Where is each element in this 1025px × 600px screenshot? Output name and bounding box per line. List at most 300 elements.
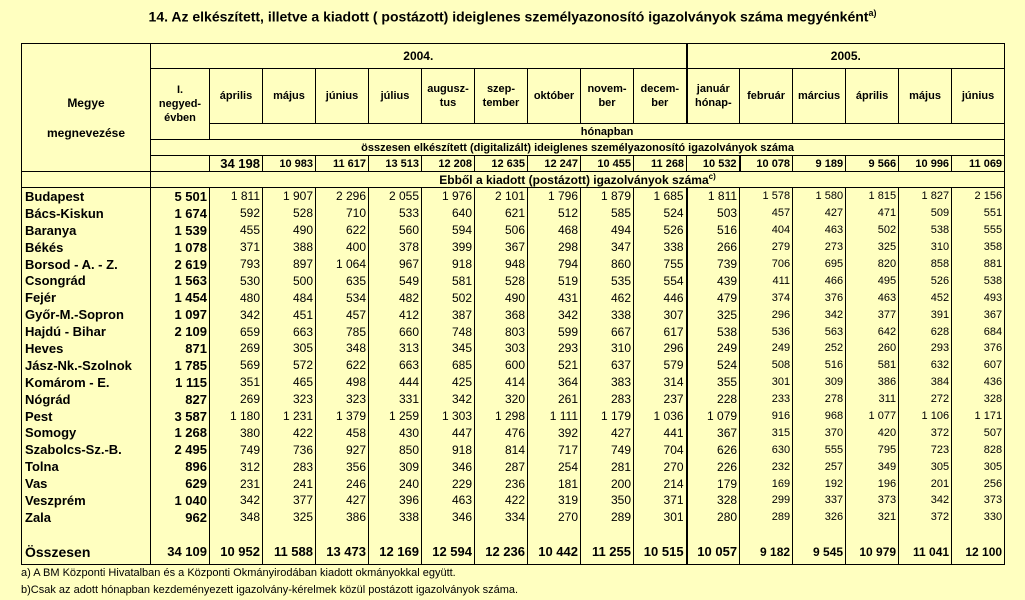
month-label: június (325, 90, 359, 102)
spacer-cell (793, 526, 846, 540)
cell-value: 181 (528, 475, 581, 492)
month-header (369, 69, 422, 124)
cell-value: 628 (899, 323, 952, 340)
cell-value: 342 (793, 306, 846, 323)
cell-value: 326 (793, 509, 846, 526)
cell-value: 663 (369, 357, 422, 374)
cell-value: 500 (263, 272, 316, 289)
cell-value: 447 (422, 424, 475, 441)
cell-value: 592 (210, 205, 263, 222)
cell-value: 371 (210, 239, 263, 256)
cell-value: 1 796 (528, 188, 581, 205)
month-header (475, 69, 528, 124)
month-label: ber (651, 97, 669, 109)
month-label: decem- (640, 83, 680, 95)
cell-value: 312 (210, 458, 263, 475)
cell-value: 325 (846, 239, 899, 256)
cell-value: 793 (210, 256, 263, 273)
cell-value: 640 (422, 205, 475, 222)
cell-value: 660 (369, 323, 422, 340)
total-made-value: 9 566 (846, 156, 899, 172)
cell-value: 916 (740, 408, 793, 425)
total-made-value: 10 455 (581, 156, 634, 172)
cell-value: 663 (263, 323, 316, 340)
cell-value: 458 (316, 424, 369, 441)
cell-value: 1 976 (422, 188, 475, 205)
sum-value: 12 169 (369, 540, 422, 565)
cell-value: 270 (528, 509, 581, 526)
cell-value: 526 (899, 272, 952, 289)
honapban-header: hónapban (210, 124, 1005, 140)
cell-value: 430 (369, 424, 422, 441)
county-name: Borsod - A. - Z. (22, 256, 151, 273)
cell-value: 323 (263, 391, 316, 408)
cell-value: 299 (740, 492, 793, 509)
county-name: Zala (22, 509, 151, 526)
month-label: február (747, 90, 786, 102)
q1-header (151, 69, 210, 140)
cell-value: 321 (846, 509, 899, 526)
cell-value: 871 (151, 340, 210, 357)
county-name: Fejér (22, 289, 151, 306)
cell-value: 1 078 (151, 239, 210, 256)
cell-value: 555 (793, 441, 846, 458)
cell-value: 313 (369, 340, 422, 357)
cell-value: 579 (634, 357, 687, 374)
cell-value: 695 (793, 256, 846, 273)
spacer-cell (422, 526, 475, 540)
cell-value: 479 (687, 289, 740, 306)
cell-value: 386 (846, 374, 899, 391)
cell-value: 414 (475, 374, 528, 391)
cell-value: 569 (210, 357, 263, 374)
cell-value: 347 (581, 239, 634, 256)
cell-value: 380 (210, 424, 263, 441)
cell-value: 356 (316, 458, 369, 475)
cell-value: 1 040 (151, 492, 210, 509)
cell-value: 351 (210, 374, 263, 391)
cell-value: 256 (952, 475, 1005, 492)
total-made-value: 10 078 (740, 156, 793, 172)
cell-value: 1 064 (316, 256, 369, 273)
cell-value: 241 (263, 475, 316, 492)
cell-value: 240 (369, 475, 422, 492)
month-label: október (533, 90, 575, 102)
cell-value: 629 (151, 475, 210, 492)
cell-value: 192 (793, 475, 846, 492)
month-label: tember (482, 97, 520, 109)
cell-value: 350 (581, 492, 634, 509)
cell-value: 364 (528, 374, 581, 391)
cell-value: 422 (475, 492, 528, 509)
cell-value: 502 (846, 222, 899, 239)
cell-value: 377 (263, 492, 316, 509)
cell-value: 528 (475, 272, 528, 289)
cell-value: 820 (846, 256, 899, 273)
spacer-cell (899, 526, 952, 540)
cell-value: 1 815 (846, 188, 899, 205)
cell-value: 355 (687, 374, 740, 391)
cell-value: 310 (899, 239, 952, 256)
cell-value: 305 (263, 340, 316, 357)
cell-value: 463 (422, 492, 475, 509)
spacer-cell (952, 526, 1005, 540)
cell-value: 283 (263, 458, 316, 475)
cell-value: 667 (581, 323, 634, 340)
cell-value: 503 (687, 205, 740, 222)
cell-value: 346 (422, 458, 475, 475)
cell-value: 281 (581, 458, 634, 475)
cell-value: 524 (687, 357, 740, 374)
cell-value: 710 (316, 205, 369, 222)
cell-value: 446 (634, 289, 687, 306)
cell-value: 502 (422, 289, 475, 306)
cell-value: 439 (687, 272, 740, 289)
q1-label: évben (164, 112, 196, 124)
table-row (22, 458, 1005, 475)
cell-value: 512 (528, 205, 581, 222)
cell-value: 659 (210, 323, 263, 340)
month-label: augusz- (427, 83, 469, 95)
spacer-row (22, 526, 1005, 540)
cell-value: 563 (793, 323, 846, 340)
cell-value: 346 (422, 509, 475, 526)
month-label: március (797, 90, 841, 102)
cell-value: 896 (151, 458, 210, 475)
cell-value: 506 (475, 222, 528, 239)
cell-value: 252 (793, 340, 846, 357)
county-name: Veszprém (22, 492, 151, 509)
cell-value: 330 (952, 509, 1005, 526)
cell-value: 200 (581, 475, 634, 492)
cell-value: 342 (422, 391, 475, 408)
spacer-cell (581, 526, 634, 540)
total-made-value: 13 513 (369, 156, 422, 172)
cell-value: 237 (634, 391, 687, 408)
cell-value: 534 (316, 289, 369, 306)
cell-value: 572 (263, 357, 316, 374)
cell-value: 948 (475, 256, 528, 273)
cell-value: 1 811 (210, 188, 263, 205)
sum-value: 11 588 (263, 540, 316, 565)
cell-value: 384 (899, 374, 952, 391)
cell-value: 412 (369, 306, 422, 323)
total-made-value: 11 069 (952, 156, 1005, 172)
cell-value: 325 (687, 306, 740, 323)
cell-value: 493 (952, 289, 1005, 306)
cell-value: 630 (740, 441, 793, 458)
cell-value: 516 (793, 357, 846, 374)
table-row (22, 306, 1005, 323)
cell-value: 411 (740, 272, 793, 289)
table-row (22, 391, 1005, 408)
month-label: ber (598, 97, 616, 109)
table-row (22, 289, 1005, 306)
month-header (687, 69, 740, 124)
cell-value: 328 (687, 492, 740, 509)
table-row (22, 188, 1005, 205)
month-header (952, 69, 1005, 124)
cell-value: 494 (581, 222, 634, 239)
cell-value: 376 (952, 340, 1005, 357)
cell-value: 269 (210, 391, 263, 408)
cell-value: 495 (846, 272, 899, 289)
sum-value: 10 952 (210, 540, 263, 565)
cell-value: 305 (952, 458, 1005, 475)
spacer-cell (740, 526, 793, 540)
total-made-value: 34 198 (210, 156, 263, 172)
cell-value: 617 (634, 323, 687, 340)
cell-value: 387 (422, 306, 475, 323)
cell-value: 311 (846, 391, 899, 408)
cell-value: 476 (475, 424, 528, 441)
cell-value: 632 (899, 357, 952, 374)
month-header (528, 69, 581, 124)
month-label: április (219, 90, 253, 102)
cell-value: 850 (369, 441, 422, 458)
cell-value: 685 (422, 357, 475, 374)
cell-value: 342 (210, 306, 263, 323)
month-label: szep- (486, 83, 516, 95)
cell-value: 289 (740, 509, 793, 526)
cell-value: 278 (793, 391, 846, 408)
total-made-value: 12 635 (475, 156, 528, 172)
cell-value: 436 (952, 374, 1005, 391)
cell-value: 860 (581, 256, 634, 273)
cell-value: 392 (528, 424, 581, 441)
cell-value: 599 (528, 323, 581, 340)
cell-value: 1 077 (846, 408, 899, 425)
sum-value: 12 100 (952, 540, 1005, 565)
total-made-value: 11 617 (316, 156, 369, 172)
month-label: április (855, 90, 889, 102)
cell-value: 257 (793, 458, 846, 475)
cell-value: 319 (528, 492, 581, 509)
cell-value: 388 (263, 239, 316, 256)
cell-value: 320 (475, 391, 528, 408)
cell-value: 465 (263, 374, 316, 391)
sum-value: 12 594 (422, 540, 475, 565)
table-row (22, 374, 1005, 391)
cell-value: 337 (793, 492, 846, 509)
cell-value: 749 (210, 441, 263, 458)
cell-value: 2 156 (952, 188, 1005, 205)
sum-value: 10 442 (528, 540, 581, 565)
cell-value: 457 (316, 306, 369, 323)
cell-value: 507 (952, 424, 1005, 441)
county-name: Csongrád (22, 272, 151, 289)
table-row (22, 475, 1005, 492)
cell-value: 342 (210, 492, 263, 509)
cell-value: 2 296 (316, 188, 369, 205)
cell-value: 755 (634, 256, 687, 273)
total-spacer (151, 156, 210, 172)
cell-value: 314 (634, 374, 687, 391)
cell-value: 1 231 (263, 408, 316, 425)
month-header (846, 69, 899, 124)
cell-value: 338 (369, 509, 422, 526)
month-label: hónap- (694, 97, 732, 109)
cell-value: 881 (952, 256, 1005, 273)
total-made-value: 10 996 (899, 156, 952, 172)
cell-value: 287 (475, 458, 528, 475)
cell-value: 404 (740, 222, 793, 239)
osszesen-label: összesen elkészített (digitalizált) ideiglenes személyazonosító igazolványok száma (151, 140, 1005, 156)
county-name: Tolna (22, 458, 151, 475)
cell-value: 309 (369, 458, 422, 475)
year-2005-header: 2005. (687, 44, 1005, 69)
cell-value: 519 (528, 272, 581, 289)
cell-value: 607 (952, 357, 1005, 374)
sum-value: 34 109 (151, 540, 210, 565)
cell-value: 1 907 (263, 188, 316, 205)
cell-value: 420 (846, 424, 899, 441)
cell-value: 455 (210, 222, 263, 239)
month-label: novem- (587, 83, 627, 95)
cell-value: 196 (846, 475, 899, 492)
cell-value: 368 (475, 306, 528, 323)
spacer-cell (634, 526, 687, 540)
cell-value: 490 (475, 289, 528, 306)
cell-value: 373 (846, 492, 899, 509)
cell-value: 348 (316, 340, 369, 357)
cell-value: 858 (899, 256, 952, 273)
month-header (634, 69, 687, 124)
cell-value: 254 (528, 458, 581, 475)
table-header (22, 44, 1005, 172)
month-label: május (909, 90, 941, 102)
spacer-cell (316, 526, 369, 540)
cell-value: 328 (952, 391, 1005, 408)
cell-value: 236 (475, 475, 528, 492)
cell-value: 338 (581, 306, 634, 323)
cell-value: 2 495 (151, 441, 210, 458)
county-name: Vas (22, 475, 151, 492)
table-row (22, 509, 1005, 526)
table-row (22, 441, 1005, 458)
cell-value: 367 (687, 424, 740, 441)
months-header-row (22, 69, 1005, 124)
cell-value: 452 (899, 289, 952, 306)
sum-value: 10 515 (634, 540, 687, 565)
cell-value: 233 (740, 391, 793, 408)
year-2004-header: 2004. (151, 44, 687, 69)
cell-value: 425 (422, 374, 475, 391)
cell-value: 1 563 (151, 272, 210, 289)
cell-value: 794 (528, 256, 581, 273)
cell-value: 296 (740, 306, 793, 323)
cell-value: 325 (263, 509, 316, 526)
table-body (22, 172, 1005, 565)
table-row (22, 340, 1005, 357)
sum-value: 11 041 (899, 540, 952, 565)
cell-value: 283 (581, 391, 634, 408)
cell-value: 5 501 (151, 188, 210, 205)
cell-value: 508 (740, 357, 793, 374)
cell-value: 535 (581, 272, 634, 289)
cell-value: 642 (846, 323, 899, 340)
cell-value: 748 (422, 323, 475, 340)
total-made-value: 12 208 (422, 156, 475, 172)
cell-value: 516 (687, 222, 740, 239)
table-row (22, 256, 1005, 273)
cell-value: 536 (740, 323, 793, 340)
cell-value: 463 (793, 222, 846, 239)
cell-value: 441 (634, 424, 687, 441)
month-label: május (273, 90, 305, 102)
cell-value: 1 298 (475, 408, 528, 425)
cell-value: 431 (528, 289, 581, 306)
cell-value: 1 811 (687, 188, 740, 205)
cell-value: 269 (210, 340, 263, 357)
cell-value: 289 (581, 509, 634, 526)
cell-value: 554 (634, 272, 687, 289)
county-name: Hajdú - Bihar (22, 323, 151, 340)
total-made-value: 9 189 (793, 156, 846, 172)
spacer-cell (210, 526, 263, 540)
sum-value: 9 545 (793, 540, 846, 565)
total-made-row (22, 156, 1005, 172)
cell-value: 323 (316, 391, 369, 408)
sum-label: Összesen (22, 540, 151, 565)
cell-value: 261 (528, 391, 581, 408)
county-name: Komárom - E. (22, 374, 151, 391)
total-made-value: 10 532 (687, 156, 740, 172)
cell-value: 315 (740, 424, 793, 441)
table-row (22, 272, 1005, 289)
cell-value: 1 259 (369, 408, 422, 425)
cell-value: 345 (422, 340, 475, 357)
cell-value: 427 (793, 205, 846, 222)
month-header (581, 69, 634, 124)
statistics-table (21, 43, 1005, 565)
cell-value: 3 587 (151, 408, 210, 425)
cell-value: 803 (475, 323, 528, 340)
cell-value: 717 (528, 441, 581, 458)
month-header (263, 69, 316, 124)
cell-value: 637 (581, 357, 634, 374)
county-name: Heves (22, 340, 151, 357)
county-name: Nógrád (22, 391, 151, 408)
cell-value: 551 (952, 205, 1005, 222)
cell-value: 490 (263, 222, 316, 239)
cell-value: 2 619 (151, 256, 210, 273)
cell-value: 2 055 (369, 188, 422, 205)
table-row (22, 408, 1005, 425)
cell-value: 967 (369, 256, 422, 273)
footnote-a: a) A BM Központi Hivatalban és a Központi Okmányirodában kiadott okmányokkal együtt. (21, 567, 456, 579)
cell-value: 581 (422, 272, 475, 289)
cell-value: 370 (793, 424, 846, 441)
county-name: Budapest (22, 188, 151, 205)
cell-value: 1 827 (899, 188, 952, 205)
cell-value: 280 (687, 509, 740, 526)
cell-value: 309 (793, 374, 846, 391)
cell-value: 1 685 (634, 188, 687, 205)
cell-value: 1 115 (151, 374, 210, 391)
cell-value: 471 (846, 205, 899, 222)
cell-value: 538 (952, 272, 1005, 289)
cell-value: 457 (740, 205, 793, 222)
cell-value: 918 (422, 441, 475, 458)
cell-value: 1 180 (210, 408, 263, 425)
footnote-b: b)Csak az adott hónapban kezdeményezett igazolvány-kérelmek közül postázott igazolványok száma. (21, 584, 519, 596)
cell-value: 484 (263, 289, 316, 306)
cell-value: 1 171 (952, 408, 1005, 425)
cell-value: 260 (846, 340, 899, 357)
spacer-cell (151, 526, 210, 540)
cell-value: 367 (952, 306, 1005, 323)
